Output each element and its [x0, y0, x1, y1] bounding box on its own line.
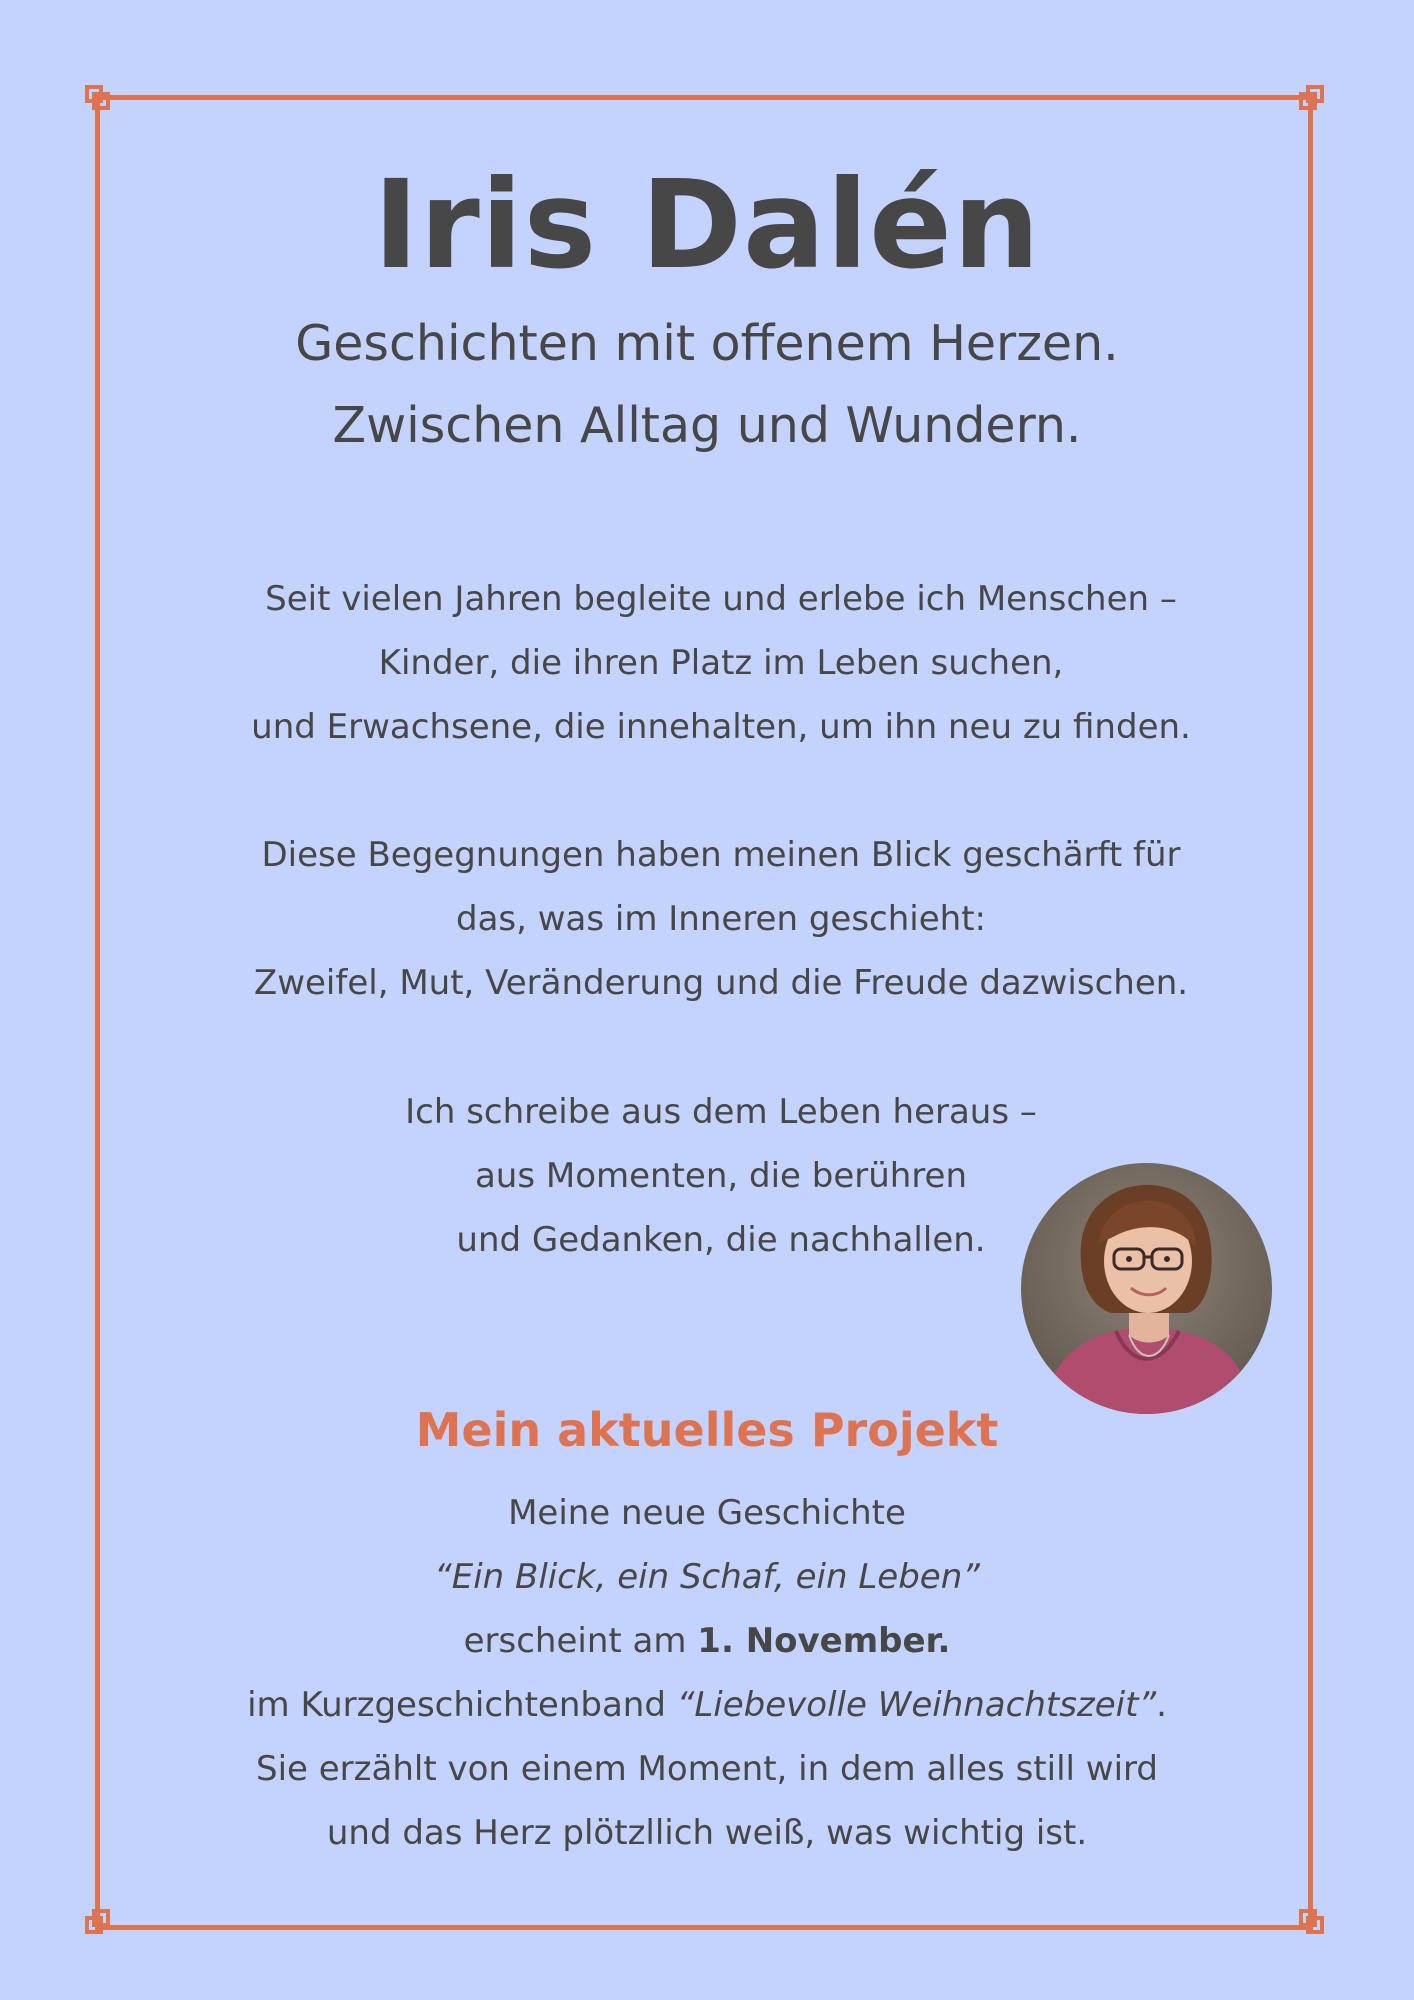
story-summary-line-2: und das Herz plötzllich weiß, was wichtig ist.: [326, 1813, 1088, 1853]
anthology-suffix: .: [1156, 1685, 1167, 1725]
intro-paragraph-1: [0, 567, 1414, 759]
tagline-line-2: Zwischen Alltag und Wundern.: [332, 397, 1082, 454]
release-date: 1. November.: [697, 1621, 951, 1661]
tagline-line-1: Geschichten mit offenem Herzen.: [295, 315, 1119, 372]
frame-corner-ornament-icon: [1298, 1908, 1322, 1932]
anthology-line: [0, 1673, 1414, 1737]
paragraph-line: und Gedanken, die nachhallen.: [456, 1220, 986, 1260]
project-description: [0, 1481, 1414, 1865]
paragraph-line: Diese Begegnungen haben meinen Blick geschärft für: [261, 835, 1181, 875]
paragraph-line: Ich schreibe aus dem Leben heraus –: [405, 1092, 1037, 1132]
paragraph-line: Kinder, die ihren Platz im Leben suchen,: [378, 643, 1064, 683]
frame-corner-ornament-icon: [84, 1908, 108, 1932]
release-prefix: erscheint am: [463, 1621, 698, 1661]
author-name: Iris Dalén: [373, 154, 1041, 296]
frame-corner-ornament-icon: [1298, 84, 1322, 108]
paragraph-line: aus Momenten, die berühren: [474, 1156, 968, 1196]
anthology-title: “Liebevolle Weihnachtszeit”: [676, 1685, 1157, 1725]
project-intro-line: Meine neue Geschichte: [508, 1493, 906, 1533]
frame-corner-ornament-icon: [84, 84, 108, 108]
story-title: “Ein Blick, ein Schaf, ein Leben”: [434, 1557, 980, 1597]
project-heading: Mein aktuelles Projekt: [415, 1403, 999, 1457]
paragraph-line: Seit vielen Jahren begleite und erlebe ich Menschen –: [265, 579, 1177, 619]
story-summary-line-1: Sie erzählt von einem Moment, in dem alles still wird: [256, 1749, 1158, 1789]
author-portrait-photo-icon: [1021, 1163, 1272, 1414]
paragraph-line: und Erwachsene, die innehalten, um ihn neu zu finden.: [251, 707, 1191, 747]
anthology-prefix: im Kurzgeschichtenband: [247, 1685, 677, 1725]
paragraph-line: das, was im Inneren geschieht:: [456, 899, 986, 939]
paragraph-line: Zweifel, Mut, Veränderung und die Freude dazwischen.: [253, 963, 1189, 1003]
release-line: [0, 1609, 1414, 1673]
intro-paragraph-2: [0, 823, 1414, 1015]
